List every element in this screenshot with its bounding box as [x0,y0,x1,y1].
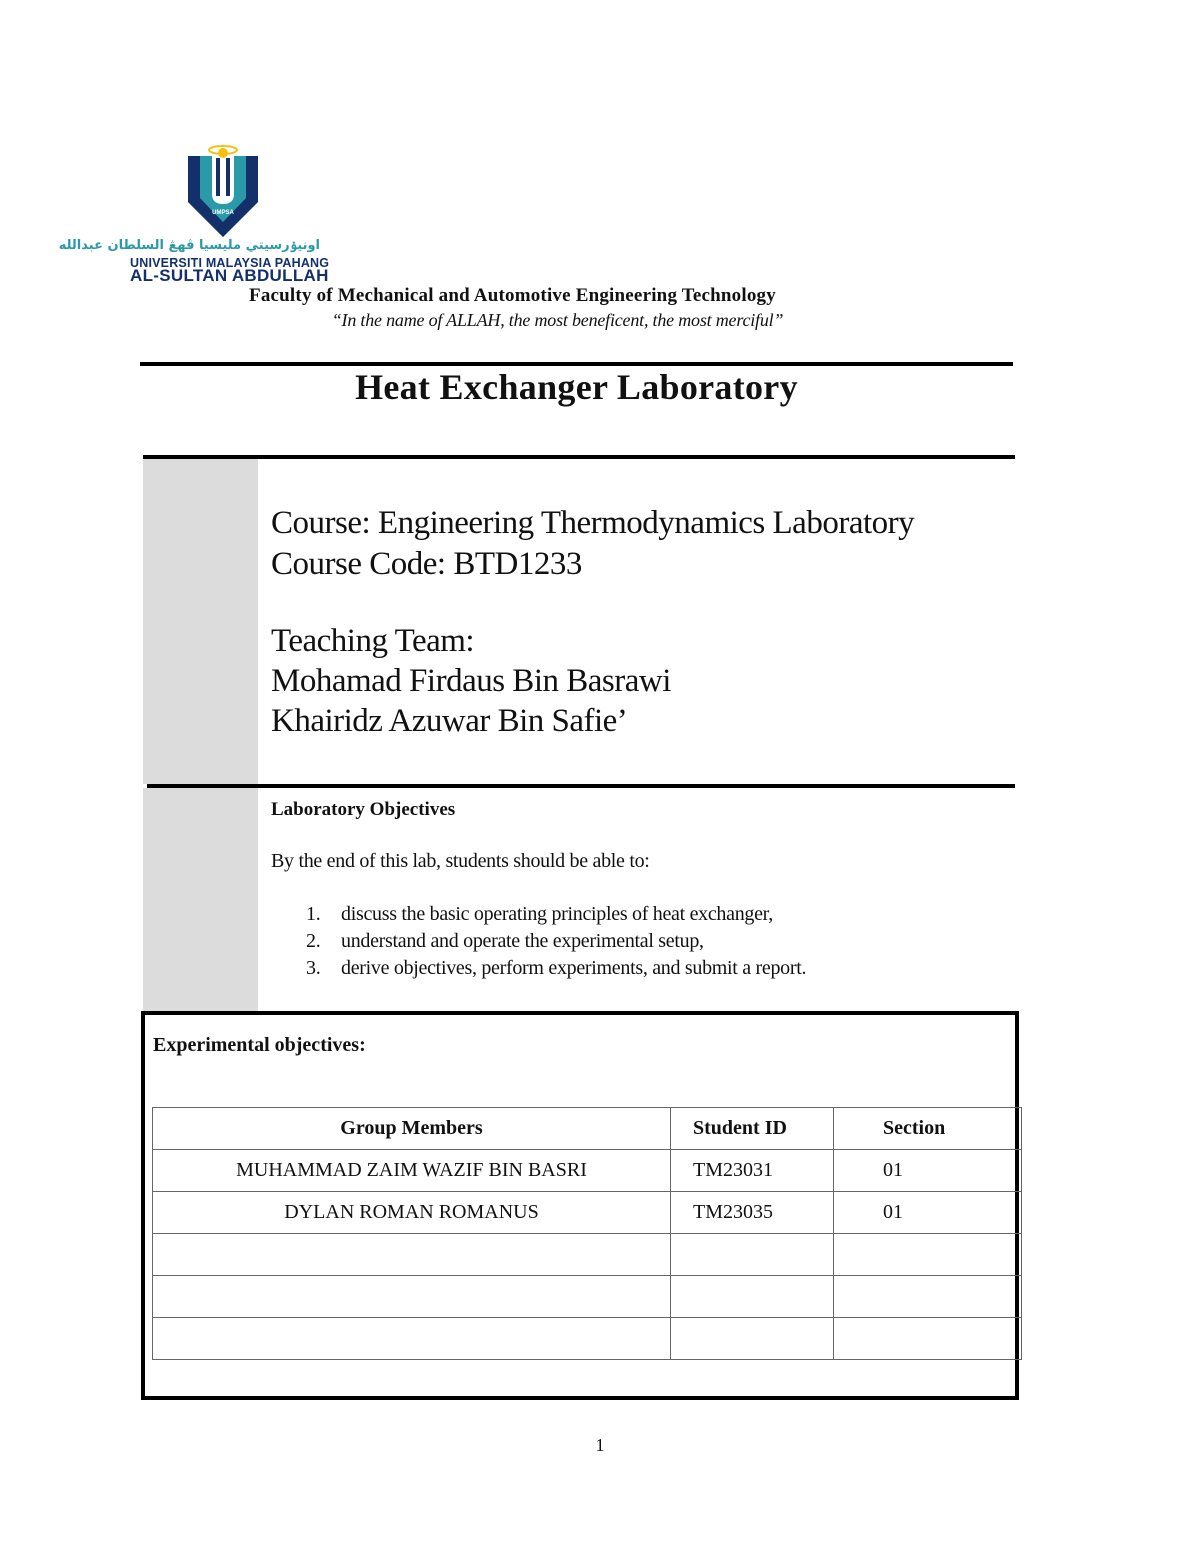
student-id-cell [671,1276,834,1318]
objective-number: 2. [306,930,321,952]
logo-university-name: UNIVERSITI MALAYSIA PAHANG [130,256,330,270]
student-id-cell: TM23035 [671,1192,834,1234]
objective-item [306,957,806,980]
objective-number: 1. [306,903,321,925]
header-section: Section [834,1108,1022,1150]
student-id-cell: TM23031 [671,1150,834,1192]
faculty-name: Faculty of Mechanical and Automotive Engineering Technology [249,285,776,306]
logo-arabic-text: اونيۏرسيتي مليسيا ڤهڠ السلطان عبدالله [58,238,320,253]
section-cell [834,1318,1022,1360]
section-cell [834,1234,1022,1276]
student-id-cell [671,1234,834,1276]
course-name: Course: Engineering Thermodynamics Laboratory [271,505,915,541]
table-row [153,1276,1022,1318]
document-title: Heat Exchanger Laboratory [355,367,798,407]
lab-side-shade [143,788,258,1013]
table-row [153,1318,1022,1360]
member-name-cell: MUHAMMAD ZAIM WAZIF BIN BASRI [153,1150,671,1192]
objective-number: 3. [306,957,321,979]
header-student-id: Student ID [671,1108,834,1150]
teaching-team-heading: Teaching Team: [271,623,475,659]
lab-section-rule [147,784,1015,788]
objective-item [306,930,704,953]
lab-objectives-intro: By the end of this lab, students should be able to: [271,850,650,872]
group-members-table [152,1107,1022,1360]
objective-item [306,903,773,926]
logo-badge-text: UMPSA [212,210,234,216]
experimental-objectives-heading: Experimental objectives: [153,1034,366,1056]
teaching-team-member: Khairidz Azuwar Bin Safie’ [271,703,628,739]
header-group-members: Group Members [153,1108,671,1150]
university-logo-emblem [186,142,260,238]
member-name-cell [153,1318,671,1360]
section-cell [834,1276,1022,1318]
course-side-shade [143,459,258,784]
member-name-cell [153,1234,671,1276]
course-code: Course Code: BTD1233 [271,546,582,582]
member-name-cell [153,1276,671,1318]
table-row [153,1234,1022,1276]
section-cell: 01 [834,1192,1022,1234]
lab-objectives-heading: Laboratory Objectives [271,799,456,820]
objective-text: understand and operate the experimental setup, [341,930,704,952]
motto: “In the name of ALLAH, the most beneficent, the most merciful” [331,310,784,330]
table-row [153,1150,1022,1192]
section-cell: 01 [834,1150,1022,1192]
teaching-team-member: Mohamad Firdaus Bin Basrawi [271,663,671,699]
table-row [153,1192,1022,1234]
objective-text: discuss the basic operating principles of heat exchanger, [341,903,773,925]
logo-university-subname: AL-SULTAN ABDULLAH [130,266,329,285]
course-section-rule [143,455,1015,459]
member-name-cell: DYLAN ROMAN ROMANUS [153,1192,671,1234]
table-header-row [153,1108,1022,1150]
student-id-cell [671,1318,834,1360]
page-number: 1 [595,1435,605,1455]
objective-text: derive objectives, perform experiments, and submit a report. [341,957,807,979]
